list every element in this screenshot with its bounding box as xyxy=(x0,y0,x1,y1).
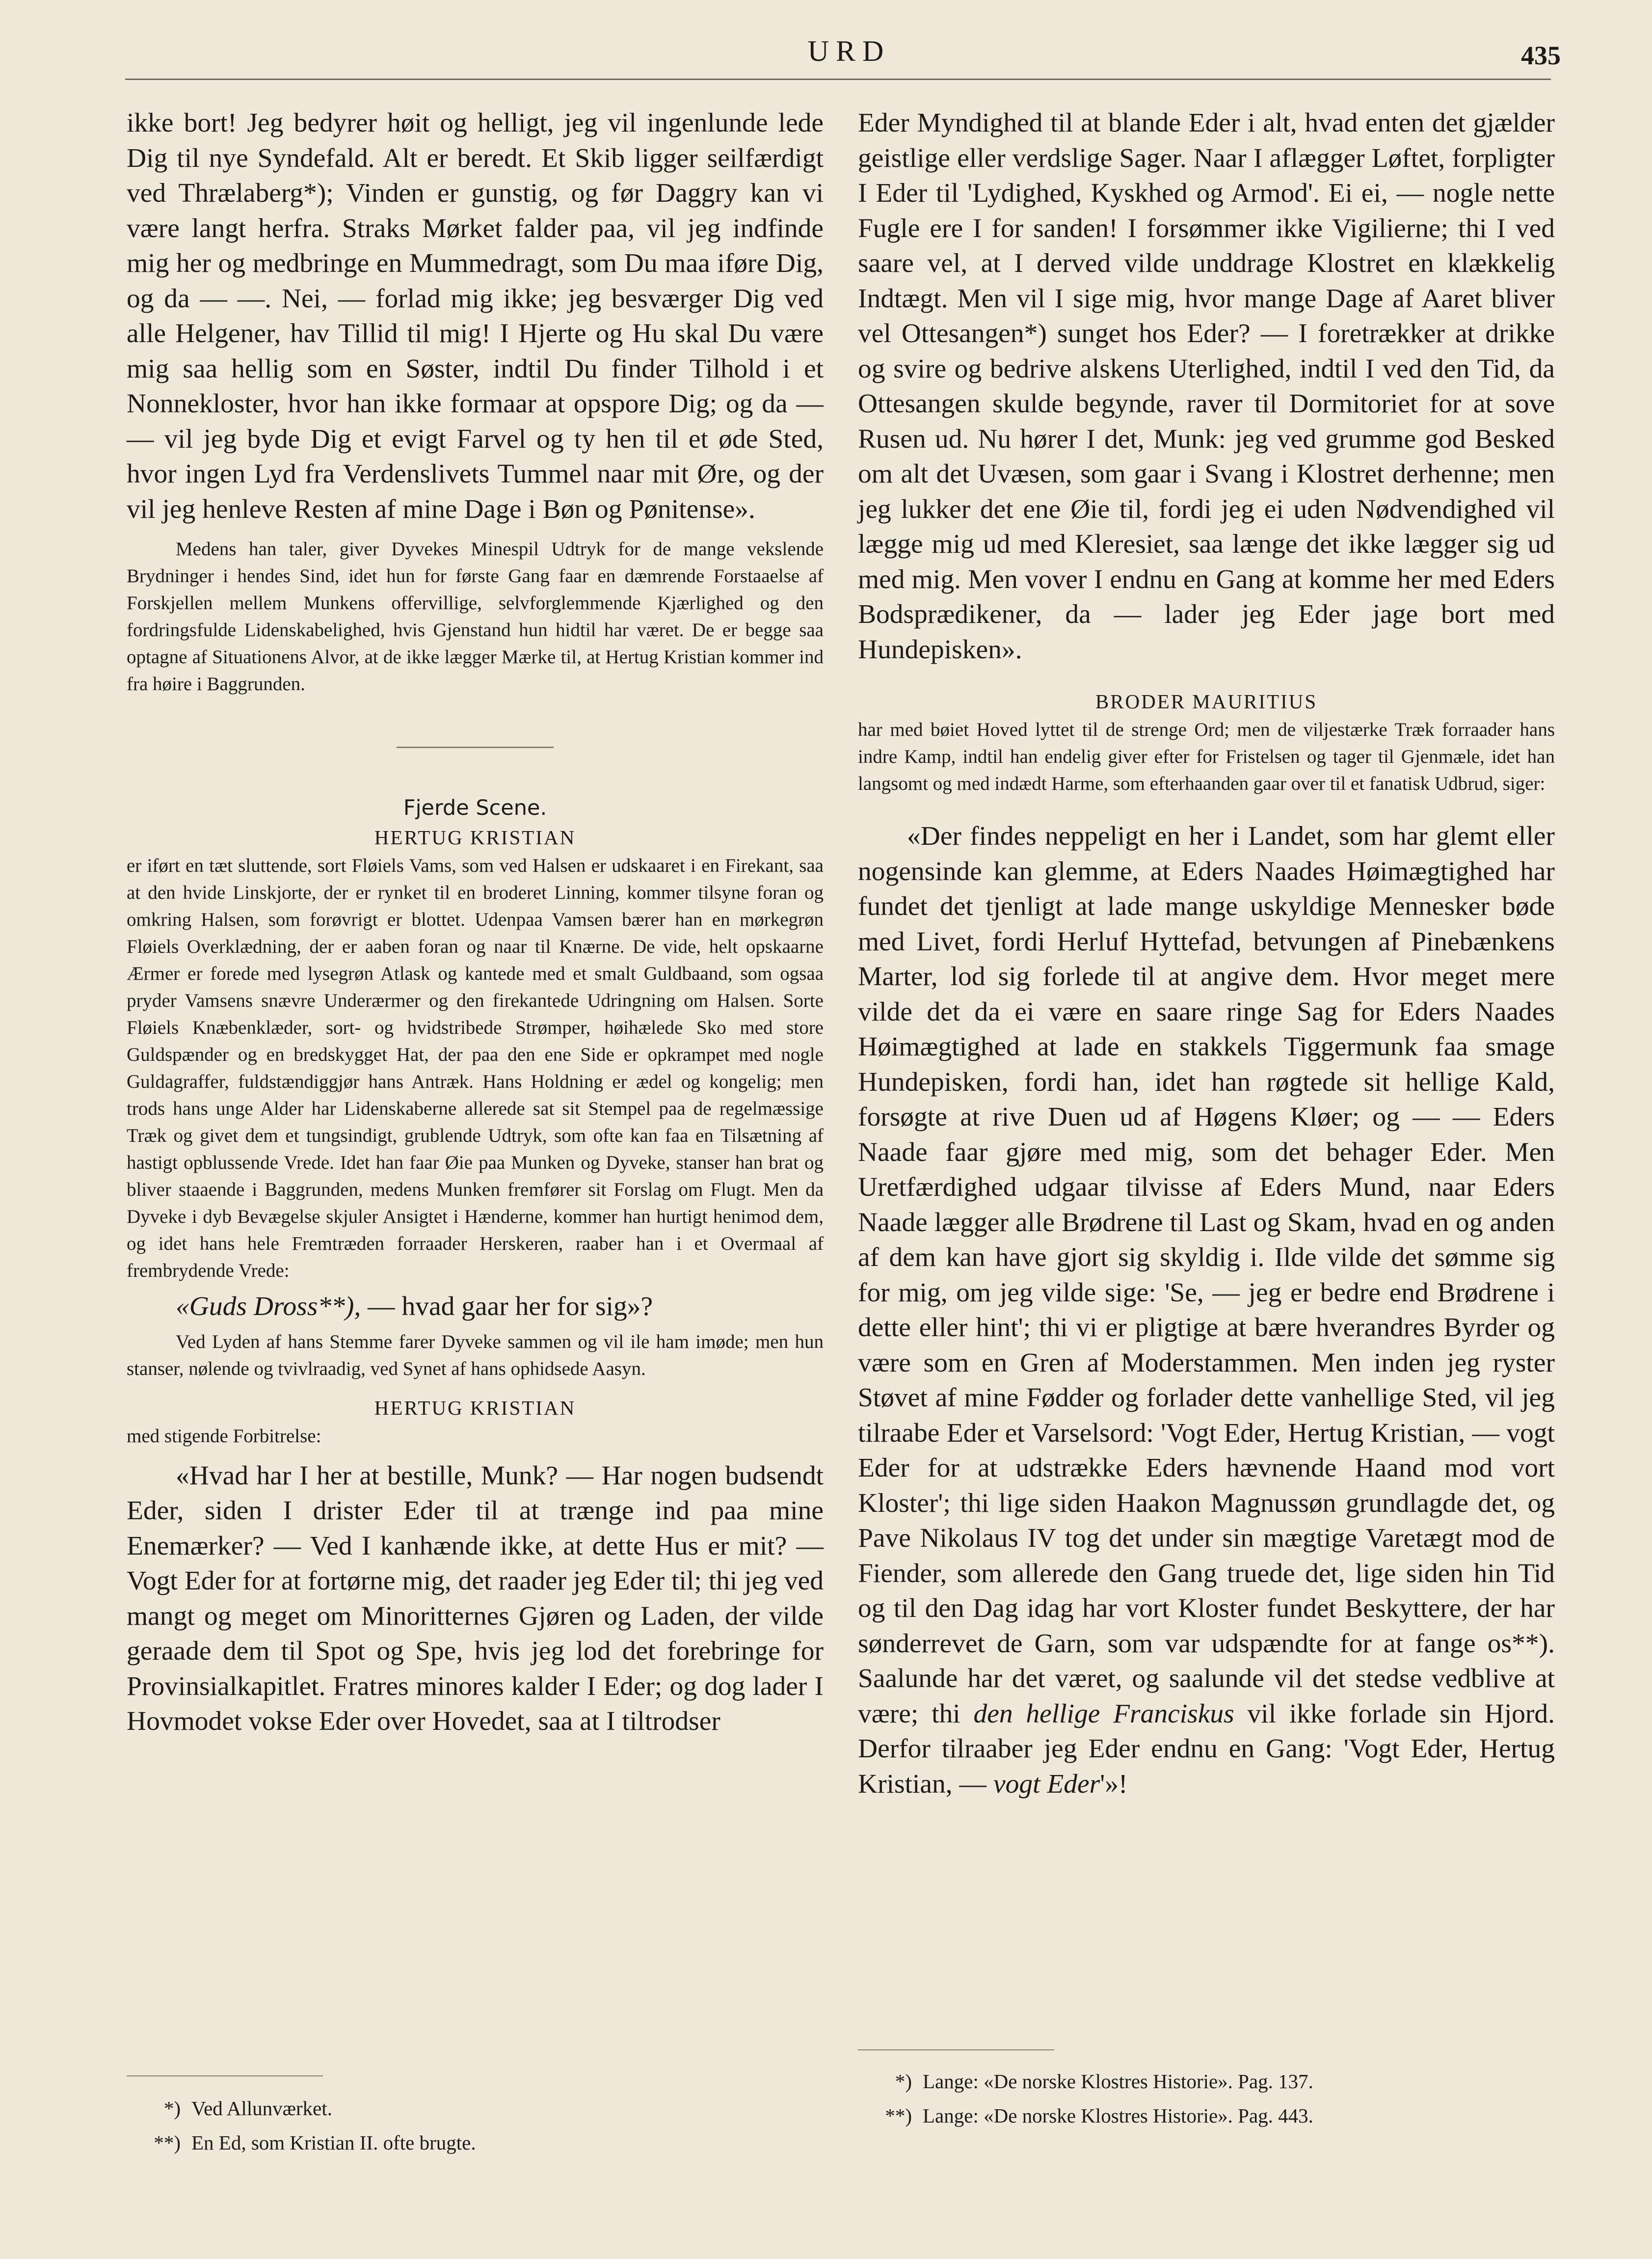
speech-emphasis: den hellige Franciskus xyxy=(973,1698,1234,1729)
left-stage-direction-4: med stigende Forbitrelse: xyxy=(127,1425,321,1447)
footnote xyxy=(127,2125,476,2160)
footnote xyxy=(858,2098,1313,2133)
speech-continued: vil ikke forlade sin Hjord. Derfor tilraaber jeg Eder endnu en Gang: 'Vogt Eder, Hertug Kristian, — xyxy=(858,1698,1555,1799)
page-number: 435 xyxy=(1521,41,1561,70)
left-stage-direction-3: Ved Lyden af hans Stemme farer Dyveke sammen og vil ile ham imøde; men hun stanser, nølende og tvivlraadig, ved Synet af hans ophidsede Aasyn. xyxy=(127,1331,824,1379)
exclamation-rest: — hvad gaar her for sig»? xyxy=(361,1291,653,1321)
speaker-broder-mauritius: BRODER MAURITIUS xyxy=(1095,690,1318,713)
speech-emphasis-2: vogt Eder xyxy=(993,1769,1100,1799)
speaker-hertug-kristian-2: HERTUG KRISTIAN xyxy=(374,1396,576,1419)
right-footnote-rule xyxy=(858,2049,1054,2050)
footnote-mark: **) xyxy=(885,2104,912,2127)
left-footnotes xyxy=(127,2091,476,2160)
footnote-text: Ved Allunværket. xyxy=(191,2097,332,2120)
speech-end: '»! xyxy=(1100,1769,1128,1799)
footnote-text: En Ed, som Kristian II. ofte brugte. xyxy=(191,2131,476,2154)
right-stage-direction-1: har med bøiet Hoved lyttet til de strenge Ord; men de viljestærke Træk forraader hans indre Kamp, indtil han endelig giver efter for Fristelsen og tager til Gjenmæle, idet han langsomt og med indædt Harme, som efterhaanden gaar over til et fanatisk Udbrud, siger: xyxy=(858,719,1555,794)
left-exclamation xyxy=(127,1289,824,1324)
right-paragraph-2 xyxy=(858,819,1555,1802)
right-paragraph-1: Eder Myndighed til at blande Eder i alt, hvad enten det gjælder geistlige eller verdslige Sager. Naar I aflægger Løftet, forpligter I Eder til 'Lydighed, Kyskhed og Armod'. Ei ei, — nogle nette Fugle ere I for sanden! I forsømmer ikke Vigilierne; thi I ved saare vel, at I derved vilde unddrage Klostret en klækkelig Indtægt. Men vil I sige mig, hvor mange Dage af Aaret bliver vel Ottesangen*) sunget hos Eder? — I foretrækker at drikke og svire og bedrive alskens Uterlighed, indtil I ved den Tid, da Ottesangen skulde begynde, raver til Dormitoriet for at sove Rusen ud. Nu hører I det, Munk: jeg ved grumme god Besked om alt det Uvæsen, som gaar i Svang i Klostret derhenne; men jeg lukker det ene Øie til, fordi jeg ei uden Nødvendighed vil lægge mig ud med Kleresiet, saa længe det ikke lægger sig ud med mig. Men vover I endnu en Gang at komme her med Eders Bodsprædikener, da — lader jeg Eder jage bort med Hundepisken». xyxy=(858,108,1555,665)
left-column xyxy=(127,106,824,1739)
speaker-hertug-kristian-1: HERTUG KRISTIAN xyxy=(374,826,576,849)
footnote-text: Lange: «De norske Klostres Historie». Pag. 443. xyxy=(923,2104,1313,2127)
right-footnotes xyxy=(858,2064,1313,2133)
footnote-mark: *) xyxy=(163,2097,181,2120)
running-title: URD xyxy=(807,35,891,67)
footnote-mark: *) xyxy=(895,2070,912,2093)
left-paragraph-1: ikke bort! Jeg bedyrer høit og helligt, jeg vil ingenlunde lede Dig til nye Syndefald. Alt er beredt. Et Skib ligger seilfærdigt ved Thrælaberg*); Vinden er gunstig, og før Daggry kan vi være langt herfra. Straks Mørket falder paa, vil jeg indfinde mig her og medbringe en Mummedragt, som Du maa iføre Dig, og da — —. Nei, — forlad mig ikke; jeg besværger Dig ved alle Helgener, hav Tillid til mig! I Hjerte og Hu skal Du være mig saa hellig som en Søster, indtil Du finder Tilhold i et Nonnekloster, hvor han ikke formaar at opspore Dig; og da — — vil jeg byde Dig et evigt Farvel og ty hen til et øde Sted, hvor ingen Lyd fra Verdenslivets Tummel naar mit Øre, og der vil jeg henleve Resten af mine Dage i Bøn og Pønitense». xyxy=(127,108,824,524)
left-stage-direction-1: Medens han taler, giver Dyvekes Minespil Udtryk for de mange vekslende Brydninger i hendes Sind, idet hun for første Gang faar en dæmrende Forstaaelse af Forskjellen mellem Munkens offervillige, selvforglemmende Kjærlighed og den fordringsfulde Lidenskabelighed, hvis Gjenstand hun hidtil har været. De er begge saa optagne af Situationens Alvor, at de ikke lægger Mærke til, at Hertug Kristian kommer ind fra høire i Baggrunden. xyxy=(127,538,824,695)
header-rule xyxy=(125,79,1551,80)
speech-main: «Der findes neppeligt en her i Landet, som har glemt eller nogensinde kan glemme, at Eders Naades Høimægtighed har fundet det tjenligt at lade mange uskyldige Mennesker bøde med Livet, fordi Herluf Hyttefad, betvungen af Pinebænkens Marter, lod sig forlede til at angive dem. Hvor meget mere vilde det da ei være en saare ringe Sag for Eders Naades Høimægtighed at lade en stakkels Tiggermunk faa smage Hundepisken, fordi han, idet han røgtede sit hellige Kald, forsøgte at rive Duen ud af Høgens Kløer; og — — Eders Naade faar gjøre med mig, som det behager Eder. Men Uretfærdighed udgaar tilvisse af Eders Mund, naar Eders Naade lægger alle Brødrene til Last og Skam, hvad en og anden af dem kan have gjort sig skyldig i. Ilde vilde det sømme sig for mig, om jeg vilde sige: 'Se, — jeg er bedre end Brødrene i dette eller hint'; thi vi er pligtige at bære hverandres Byrder og være som en Gren af Moderstammen. Men inden jeg ryster Støvet af mine Fødder og forlader dette vanhellige Sted, vil jeg tilraabe Eder et Varselsord: 'Vogt Eder, Hertug Kristian, — vogt Eder for at udstrække Eders hævnende Haand mod vort Kloster'; thi lige siden Haakon Magnussøn grundlagde det, og Pave Nikolaus IV tog det under sin mægtige Varetægt mod de Fiender, som allerede den Gang truede det, lige siden hin Tid og til den Dag idag har vort Kloster fundet Beskyttere, der har sønderrevet de Garn, som var udspændte for at fange os**). Saalunde har det været, og saalunde vil det stedse vedblive at være; thi xyxy=(858,821,1555,1729)
footnote xyxy=(127,2091,476,2125)
footnote-text: Lange: «De norske Klostres Historie». Pag. 137. xyxy=(923,2070,1313,2093)
left-footnote-rule xyxy=(127,2075,323,2076)
left-stage-direction-2: er iført en tæt sluttende, sort Fløiels Vams, som ved Halsen er udskaaret i en Firekant, saa at den hvide Linskjorte, der er rynket til en broderet Linning, kommer tilsyne foran og omkring Halsen, som forøvrigt er blottet. Udenpaa Vamsen bærer han en mørkegrøn Fløiels Overklædning, der er aaben foran og naar til Knærne. De vide, helt opskaarne Ærmer er forede med lysegrøn Atlask og kantede med et smalt Guldbaand, som ogsaa pryder Vamsens snævre Underærmer og den firekantede Udringning om Halsen. Sorte Fløiels Knæbenklæder, sort- og hvidstribede Strømper, høihælede Sko med store Guldspænder og en bredskygget Hat, der paa den ene Side er opkrampet med nogle Guldagraffer, fuldstændiggjør hans Antræk. Hans Holdning er ædel og kongelig; men trods hans unge Alder har Lidenskaberne allerede sat sit Stempel paa de regelmæssige Træk og givet dem et tungsindigt, grublende Udtryk, som ofte kan faa en Tilsætning af hastigt opblussende Vrede. Idet han faar Øie paa Munken og Dyveke, stanser han brat og bliver staaende i Baggrunden, medens Munken fremfører sit Forslag om Flugt. Men da Dyveke i dyb Bevægelse skjuler Ansigtet i Hænderne, kommer han hurtigt henimod dem, og idet hans hele Fremtræden forraader Herskeren, raaber han i et Overmaal af frembrydende Vrede: xyxy=(127,855,824,1281)
guds-dross: «Guds Dross**), xyxy=(176,1291,361,1321)
scene-title: Fjerde Scene. xyxy=(403,796,547,820)
left-paragraph-2: «Hvad har I her at bestille, Munk? — Har nogen budsendt Eder, siden I drister Eder til at trænge ind paa mine Enemærker? — Ved I kanhænde ikke, at dette Hus er mit? — Vogt Eder for at fortørne mig, det raader jeg Eder til; thi jeg ved mangt og meget om Minoritternes Gjøren og Laden, der vilde geraade dem til Spot og Spe, hvis jeg lod det forebringe for Provinsialkapitlet. Fratres minores kalder I Eder; og dog lader I Hovmodet vokse Eder over Hovedet, saa at I tiltrodser xyxy=(127,1460,824,1736)
footnote-mark: **) xyxy=(154,2131,181,2154)
right-column xyxy=(858,106,1555,1802)
footnote xyxy=(858,2064,1313,2098)
